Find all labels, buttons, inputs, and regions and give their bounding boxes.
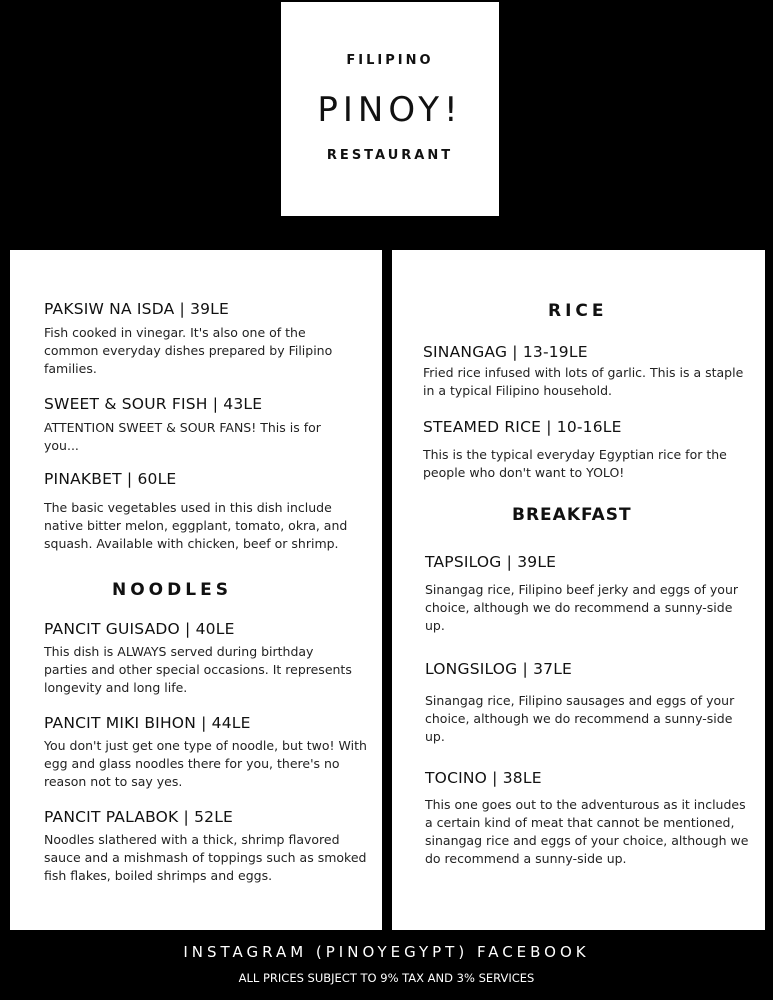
menu-item-description: Sinangag rice, Filipino beef jerky and eggs of your choice, although we do recommend a sunny-side up. [425,582,739,633]
menu-item-description: Fried rice infused with lots of garlic. This is a staple in a typical Filipino household. [423,365,744,398]
section-title-noodles: NOODLES [112,580,232,600]
menu-item-description: Sinangag rice, Filipino sausages and eggs of your choice, although we do recommend a sunny-side up. [425,693,735,744]
menu-item-title: PANCIT MIKI BIHON | 44LE [44,714,251,732]
menu-item-description: Noodles slathered with a thick, shrimp flavored sauce and a mishmash of toppings such as smoked fish flakes, boiled shrimps and eggs. [44,832,367,883]
menu-item-title: PANCIT PALABOK | 52LE [44,808,234,826]
menu-item-title: TAPSILOG | 39LE [425,553,557,571]
menu-item-description: Fish cooked in vinegar. It's also one of the common everyday dishes prepared by Filipino families. [44,325,333,376]
social-media-line: INSTAGRAM (PINOYEGYPT) FACEBOOK [183,943,590,961]
left-menu-panel [10,250,382,930]
menu-item-description: You don't just get one type of noodle, but two! With egg and glass noodles there for you, there's no reason not to say yes. [44,738,367,789]
header-cuisine-label: FILIPINO [346,53,434,68]
menu-item-description: This is the typical everyday Egyptian rice for the people who don't want to YOLO! [423,447,727,480]
menu-item-title: PINAKBET | 60LE [44,470,177,488]
right-menu-panel [392,250,765,930]
section-title-breakfast: BREAKFAST [512,505,632,525]
menu-item-title: LONGSILOG | 37LE [425,660,573,678]
restaurant-title-box [281,2,499,216]
menu-item-title: TOCINO | 38LE [425,769,542,787]
menu-item-description: The basic vegetables used in this dish include native bitter melon, eggplant, tomato, okra, and squash. Available with chicken, beef or shrimp. [44,500,348,551]
restaurant-name: PINOY! [317,90,463,130]
menu-item-title: SINANGAG | 13-19LE [423,343,588,361]
menu-item-title: SWEET & SOUR FISH | 43LE [44,395,263,413]
menu-item-description: ATTENTION SWEET & SOUR FANS! This is for you... [44,420,321,453]
header-restaurant-label: RESTAURANT [326,148,454,163]
section-title-rice: RICE [548,301,608,321]
menu-item-title: PANCIT GUISADO | 40LE [44,620,235,638]
menu-item-title: STEAMED RICE | 10-16LE [423,418,622,436]
menu-item-title: PAKSIW NA ISDA | 39LE [44,300,230,318]
menu-item-description: This one goes out to the adventurous as it includes a certain kind of meat that cannot be mentioned, sinangag rice and eggs of your choice, although we do recommend a sunny-side up. [425,797,749,866]
price-note: ALL PRICES SUBJECT TO 9% TAX AND 3% SERVICES [238,971,535,985]
menu-item-description: This dish is ALWAYS served during birthday parties and other special occasions. It represents longevity and long life. [44,644,352,695]
